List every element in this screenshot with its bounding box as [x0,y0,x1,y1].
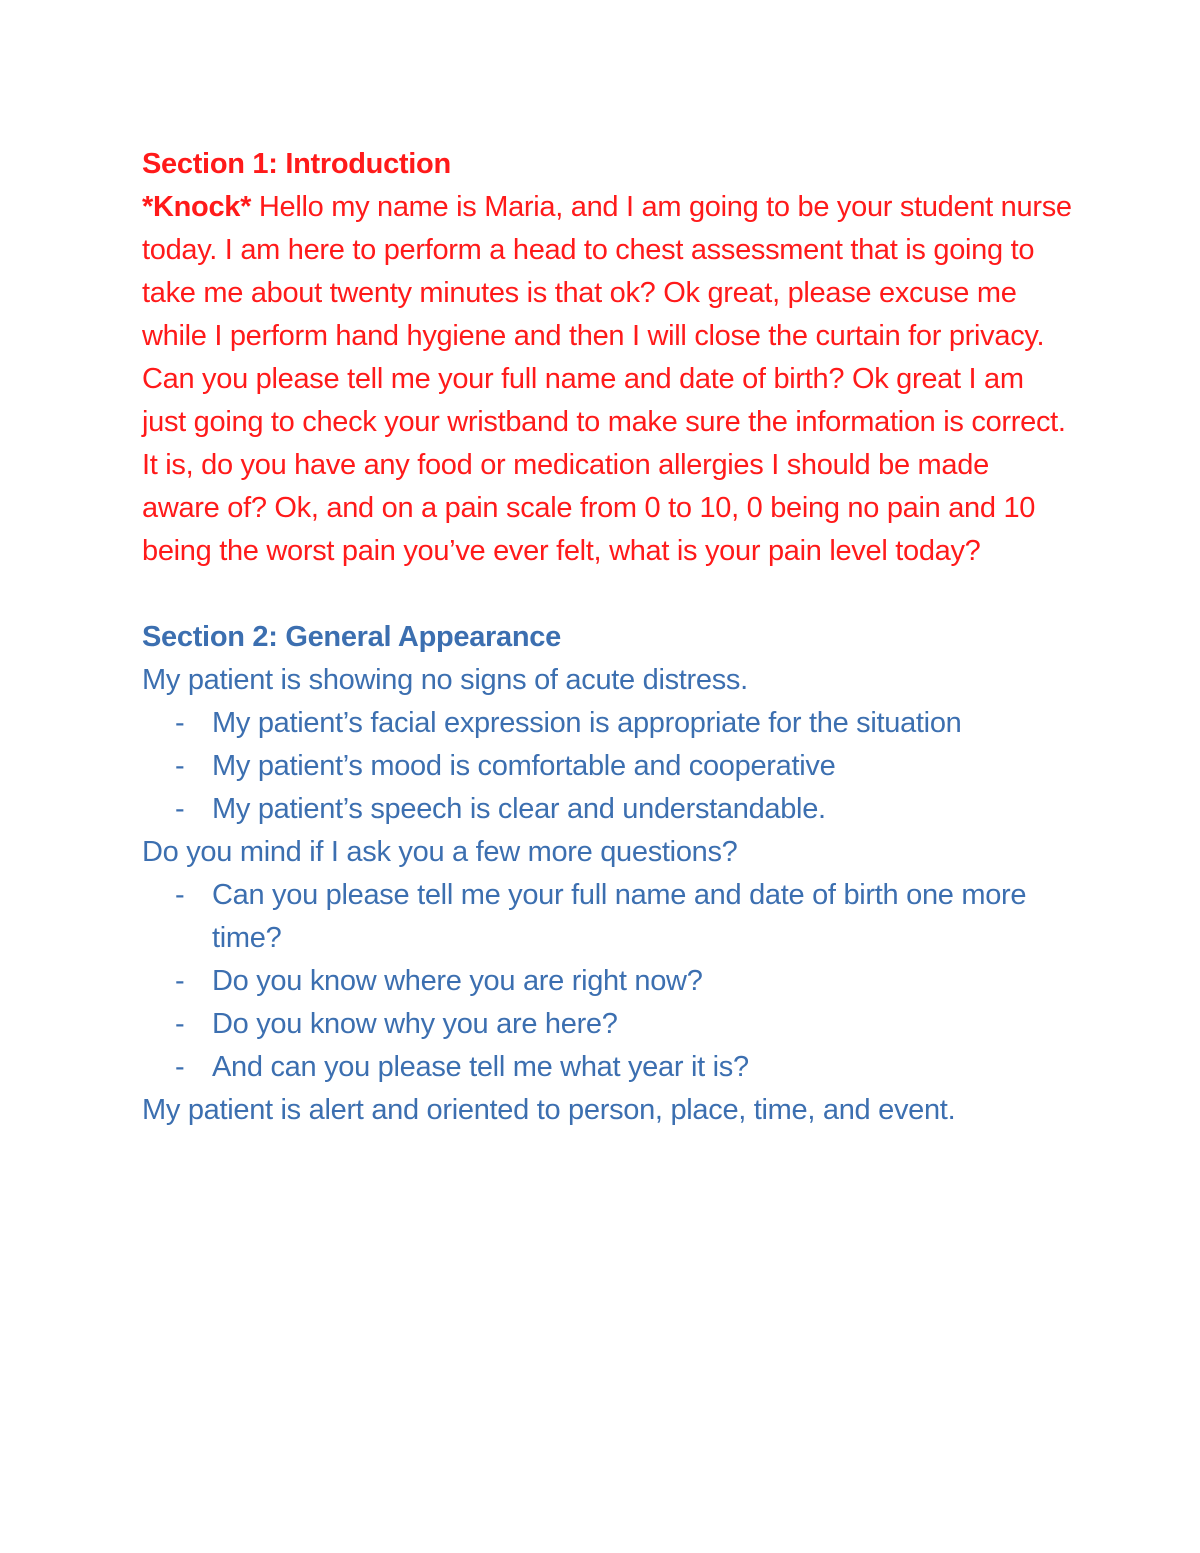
dash-bullet: - [175,1008,185,1040]
list-item-text: Can you please tell me your full name and date of birth one more time? [212,879,1027,954]
list-item-text: Do you know where you are right now? [212,965,703,997]
section-1-heading: Section 1: Introduction [142,148,451,180]
section-2-heading: Section 2: General Appearance [142,621,561,653]
knock-text: *Knock* [142,191,252,223]
section-gap [142,573,1072,616]
section-1-body: Hello my name is Maria, and I am going to be your student nurse today. I am here to perform a head to chest assessment that is going to take me about twenty minutes is that ok? Ok great, please excuse me while I perform hand hygiene and then I will close the curtain for privacy. Can you please tell me your full name and date of birth? Ok great I am just going to check your wristband to make sure the information is correct. It is, do you have any food or medication allergies I should be made aware of? Ok, and on a pain scale from 0 to 10, 0 being no pain and 10 being the worst pain you’ve ever felt, what is your pain level today? [142,191,1072,567]
dash-bullet: - [175,707,185,739]
list-item [142,1046,1072,1089]
list-item-text: My patient’s speech is clear and understandable. [212,793,826,825]
questions-list [142,874,1072,1089]
list-item [142,745,1072,788]
dash-bullet: - [175,1051,185,1083]
document-page [142,143,1072,1132]
section-2 [142,616,1072,1132]
section-1 [142,143,1072,573]
dash-bullet: - [175,879,185,911]
section-1-paragraph [142,186,1072,573]
list-item [142,1003,1072,1046]
dash-bullet: - [175,750,185,782]
list-item-text: And can you please tell me what year it is? [212,1051,749,1083]
list-item [142,960,1072,1003]
dash-bullet: - [175,793,185,825]
list-item-text: Do you know why you are here? [212,1008,618,1040]
questions-intro: Do you mind if I ask you a few more questions? [142,836,738,868]
list-item-text: My patient’s facial expression is appropriate for the situation [212,707,962,739]
list-item [142,874,1072,960]
section-2-conclusion: My patient is alert and oriented to person, place, time, and event. [142,1094,956,1126]
dash-bullet: - [175,965,185,997]
section-2-intro: My patient is showing no signs of acute distress. [142,664,748,696]
list-item [142,702,1072,745]
list-item [142,788,1072,831]
observations-list [142,702,1072,831]
list-item-text: My patient’s mood is comfortable and cooperative [212,750,836,782]
